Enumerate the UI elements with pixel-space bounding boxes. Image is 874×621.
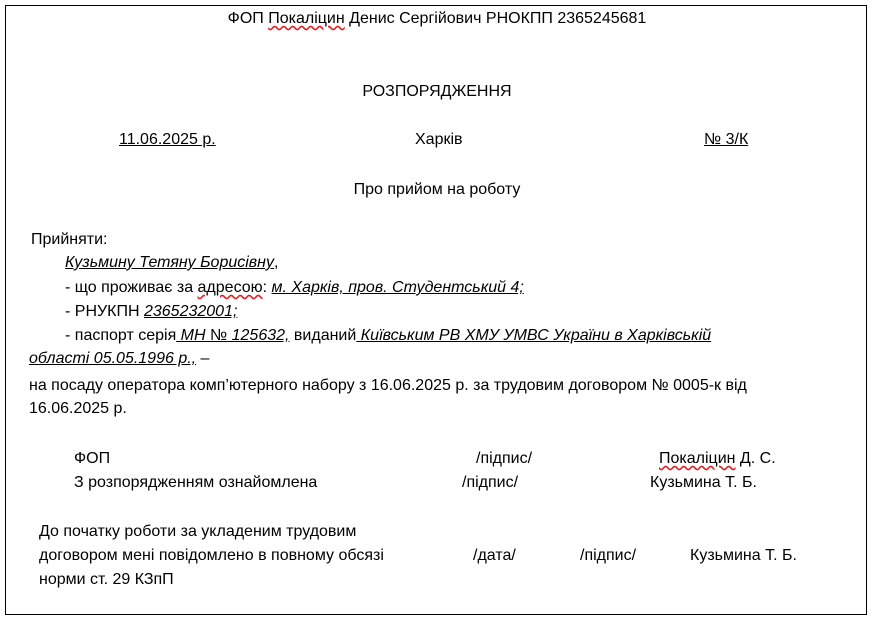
- address-line: [65, 277, 524, 299]
- fop-name-initials: Д. С.: [735, 450, 776, 467]
- hired-person-line: [65, 252, 278, 274]
- notice-name: Кузьмина Т. Б.: [690, 547, 797, 564]
- order-subject: Про прийом на роботу: [353, 181, 521, 198]
- passport-number-label: №: [210, 327, 228, 344]
- position-line-1: на посаду оператора комп’ютерного набору з 16.06.2025 р. за трудовим договором № 0005-к від: [29, 377, 747, 394]
- fop-name-surname: Покаліцин: [659, 450, 736, 467]
- rnukpn-line: [65, 301, 237, 323]
- fop-name: [659, 448, 776, 470]
- header-surname: Покаліцин: [268, 10, 345, 27]
- passport-dash: –: [196, 350, 210, 367]
- acquainted-label: З розпорядженням ознайомлена: [74, 474, 318, 491]
- fop-label: ФОП: [74, 450, 111, 467]
- passport-prefix: - паспорт серія: [65, 327, 177, 344]
- address-prefix: - що проживає за: [65, 279, 198, 296]
- hired-person-suffix: ,: [273, 254, 279, 271]
- passport-issued: виданий: [289, 327, 357, 344]
- notice-line-3: норми ст. 29 КЗпП: [39, 571, 174, 588]
- header-prefix: ФОП: [227, 10, 269, 27]
- document-header: [0, 8, 874, 30]
- passport-number: 125632,: [227, 327, 290, 344]
- address-colon: :: [262, 279, 272, 296]
- order-number: № 3/К: [704, 131, 749, 148]
- passport-series: МН: [176, 327, 211, 344]
- document-title: РОЗПОРЯДЖЕННЯ: [362, 83, 512, 100]
- rnukpn-prefix: - РНУКПН: [65, 303, 144, 320]
- notice-signature: /підпис/: [580, 547, 637, 564]
- passport-line: [65, 325, 711, 347]
- fop-signature: /підпис/: [476, 450, 533, 467]
- address-value: м. Харків, пров. Студентський 4;: [271, 279, 524, 296]
- order-date: 11.06.2025 р.: [119, 131, 216, 148]
- notice-line-1: До початку роботи за укладеним трудовим: [39, 523, 357, 540]
- acquainted-signature: /підпис/: [462, 474, 519, 491]
- passport-issuer: Київським РВ ХМУ УМВС України в Харківській: [356, 327, 712, 344]
- hired-person-name: Кузьмину Тетяну Борисівну: [65, 254, 274, 271]
- header-rest: Денис Сергійович РНОКПП 2365245681: [344, 10, 647, 27]
- position-line-2: 16.06.2025 р.: [29, 400, 127, 417]
- order-city: Харків: [415, 131, 463, 148]
- notice-date: /дата/: [473, 547, 516, 564]
- acquainted-name: Кузьмина Т. Б.: [650, 474, 757, 491]
- address-word: адресою: [197, 279, 263, 296]
- notice-line-2: договором мені повідомлено в повному обсязі: [39, 547, 384, 564]
- hire-label: Прийняти:: [31, 231, 108, 248]
- passport-issuer-cont: [29, 348, 209, 370]
- rnukpn-value: 2365232001;: [143, 303, 238, 320]
- passport-issuer-line2: області 05.05.1996 р.,: [29, 350, 197, 367]
